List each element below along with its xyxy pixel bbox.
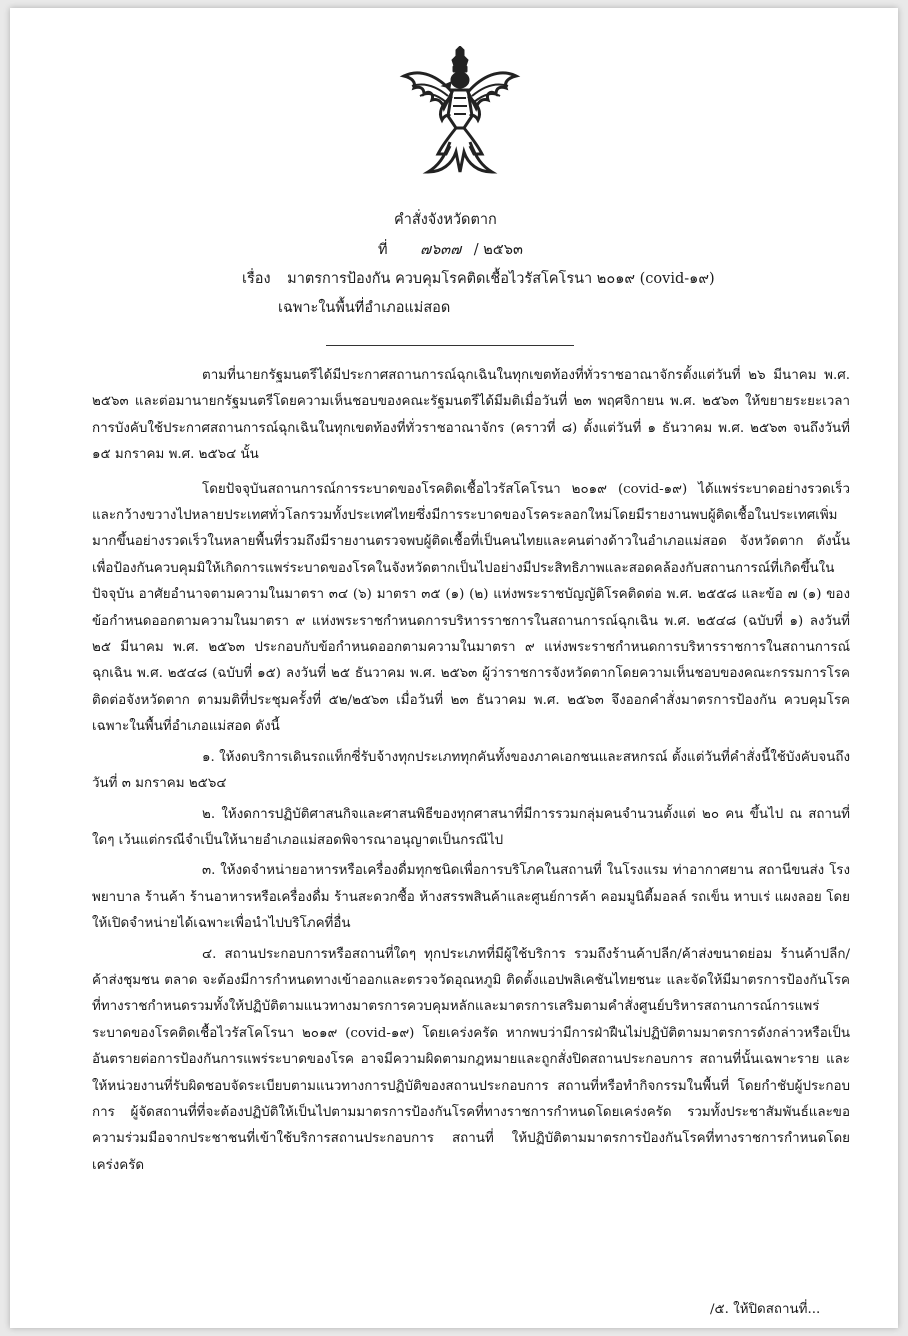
document-body <box>92 363 850 1183</box>
paragraph-item-1: ๑. ให้งดบริการเดินรถแท็กซี่รับจ้างทุกประเภททุกคันทั้งของภาคเอกชนและสหกรณ์ ตั้งแต่วันที่คำสั่งนี้ใช้บังคับจนถึงวันที่ ๓ มกราคม ๒๕๖๔ <box>92 749 850 792</box>
subject-line <box>242 267 715 290</box>
order-number-label: ที่ <box>378 242 388 258</box>
paragraph-item-3: ๓. ให้งดจำหน่ายอาหารหรือเครื่องดื่มทุกชนิดเพื่อการบริโภคในสถานที่ ในโรงแรม ท่าอากาศยาน สถานีขนส่ง โรงพยาบาล ร้านค้า ร้านอาหารหรือเครื่องดื่ม ร้านสะดวกซื้อ ห้างสรรพสินค้าและศูนย์การค้า คอมมูนิตี้มอลล์ รถเข็น หาบเร่ แผงลอย โดยให้เปิดจำหน่ายได้เฉพาะเพื่อนำไปบริโภคที่อื่น <box>92 863 850 932</box>
paragraph-item-4: ๔. สถานประกอบการหรือสถานที่ใดๆ ทุกประเภทที่มีผู้ใช้บริการ รวมถึงร้านค้าปลีก/ค้าส่งขนาดย่อม ร้านค้าปลีก/ค้าส่งชุมชน ตลาด จะต้องมีการกำหนดทางเข้าออกและตรวจวัดอุณหภูมิ ติดตั้งแอปพลิเคชันไทยชนะ และจัดให้มีมาตรการป้องกันโรคที่ทางราชกำหนดรวมทั้งให้ปฏิบัติตามแนวทางมาตรการควบคุมหลักและมาตรการเสริมตามคำสั่งศูนย์บริหารสถานการณ์การแพร่ระบาดของโรคติดเชื้อไวรัสโคโรนา ๒๐๑๙ (covid-๑๙) โดยเคร่งครัด หากพบว่ามีการฝ่าฝืนไม่ปฏิบัติตามมาตรการดังกล่าวหรือเป็นอันตรายต่อการป้องกันการแพร่ระบาดของโรค อาจมีความผิดตามกฎหมายและถูกสั่งปิดสถานประกอบการ สถานที่นั้นเฉพาะราย และให้หน่วยงานที่รับผิดชอบจัดระเบียบตามแนวทางการปฏิบัติของสถานประกอบการ สถานที่หรือทำกิจกรรมในพื้นที่ โดยกำชับผู้ประกอบการ ผู้จัดสถานที่ที่จะต้องปฏิบัติให้เป็นไปตามมาตรการป้องกันโรคที่ทางราชการกำหนดโดยเคร่งครัด รวมทั้งประชาสัมพันธ์และขอความร่วมมือจากประชาชนที่เข้าใช้บริการสถานประกอบการ สถานที่ ให้ปฏิบัติตามมาตรการป้องกันโรคที่ทางราชการกำหนดโดยเคร่งครัด <box>92 946 850 1173</box>
subject-label: เรื่อง <box>242 271 271 287</box>
continuation-note: /๕. ให้ปิดสถานที่... <box>710 1302 821 1317</box>
order-number-year: / ๒๕๖๓ <box>473 242 523 258</box>
subject-line-2: เฉพาะในพื้นที่อำเภอแม่สอด <box>278 300 451 316</box>
paragraph-authority: โดยปัจจุบันสถานการณ์การระบาดของโรคติดเชื้อไวรัสโคโรนา ๒๐๑๙ (covid-๑๙) ได้แพร่ระบาดอย่างรวดเร็วและกว้างขวางไปหลายประเทศทั่วโลกรวมทั้งประเทศไทยซึ่งมีการระบาดของโรคระลอกใหม่โดยมีรายงานพบผู้ติดเชื้อในประเทศเพิ่มมากขึ้นอย่างรวดเร็วในหลายพื้นที่รวมถึงมีรายงานตรวจพบผู้ติดเชื้อที่เป็นคนไทยและคนต่างด้าวในอำเภอแม่สอด จังหวัดตาก ดังนั้น เพื่อป้องกันควบคุมมิให้เกิดการแพร่ระบาดของโรคในจังหวัดตากเป็นไปอย่างมีประสิทธิภาพและสอดคล้องกับสถานการณ์ที่เกิดขึ้นในปัจจุบัน อาศัยอำนาจตามความในมาตรา ๓๔ (๖) มาตรา ๓๕ (๑) (๒) แห่งพระราชบัญญัติโรคติดต่อ พ.ศ. ๒๕๕๘ และข้อ ๗ (๑) ของข้อกำหนดออกตามความในมาตรา ๙ แห่งพระราชกำหนดการบริหารราชการในสถานการณ์ฉุกเฉิน พ.ศ. ๒๕๔๘ (ฉบับที่ ๑) ลงวันที่ ๒๕ มีนาคม พ.ศ. ๒๕๖๓ ประกอบกับข้อกำหนดออกตามความในมาตรา ๙ แห่งพระราชกำหนดการบริหารราชการในสถานการณ์ฉุกเฉิน พ.ศ. ๒๕๔๘ (ฉบับที่ ๑๕) ลงวันที่ ๒๕ ธันวาคม พ.ศ. ๒๕๖๓ ผู้ว่าราชการจังหวัดตากโดยความเห็นชอบของคณะกรรมการโรคติดต่อจังหวัดตาก ตามมติที่ประชุมครั้งที่ ๕๒/๒๕๖๓ เมื่อวันที่ ๒๓ ธันวาคม พ.ศ. ๒๕๖๓ จึงออกคำสั่งมาตรการป้องกัน ควบคุมโรคเฉพาะในพื้นที่อำเภอแม่สอด ดังนี้ <box>92 481 850 735</box>
subject-text: มาตรการป้องกัน ควบคุมโรคติดเชื้อไวรัสโคโรนา ๒๐๑๙ (covid-๑๙) <box>287 271 715 287</box>
header-divider <box>326 345 574 346</box>
garuda-emblem-icon <box>398 46 522 176</box>
document-page <box>10 8 898 1328</box>
paragraph-preamble: ตามที่นายกรัฐมนตรีได้มีประกาศสถานการณ์ฉุกเฉินในทุกเขตท้องที่ทั่วราชอาณาจักรตั้งแต่วันที่ ๒๖ มีนาคม พ.ศ. ๒๕๖๓ และต่อมานายกรัฐมนตรีโดยความเห็นชอบของคณะรัฐมนตรีได้มีมติเมื่อวันที่ ๒๓ พฤศจิกายน พ.ศ. ๒๕๖๓ ให้ขยายระยะเวลาการบังคับใช้ประกาศสถานการณ์ฉุกเฉินในทุกเขตท้องที่ทั่วราชอาณาจักร (คราวที่ ๘) ตั้งแต่วันที่ ๑ ธันวาคม พ.ศ. ๒๕๖๓ จนถึงวันที่ ๑๕ มกราคม พ.ศ. ๒๕๖๔ นั้น <box>92 368 850 463</box>
order-number-value: ๗๖๓๗ <box>420 242 462 258</box>
order-number <box>378 238 523 261</box>
order-title: คำสั่งจังหวัดตาก <box>394 212 497 228</box>
paragraph-item-2: ๒. ให้งดการปฏิบัติศาสนกิจและศาสนพิธีของทุกศาสนาที่มีการรวมกลุ่มคนจำนวนตั้งแต่ ๒๐ คน ขึ้นไป ณ สถานที่ใดๆ เว้นแต่กรณีจำเป็นให้นายอำเภอแม่สอดพิจารณาอนุญาตเป็นกรณีไป <box>92 806 850 848</box>
